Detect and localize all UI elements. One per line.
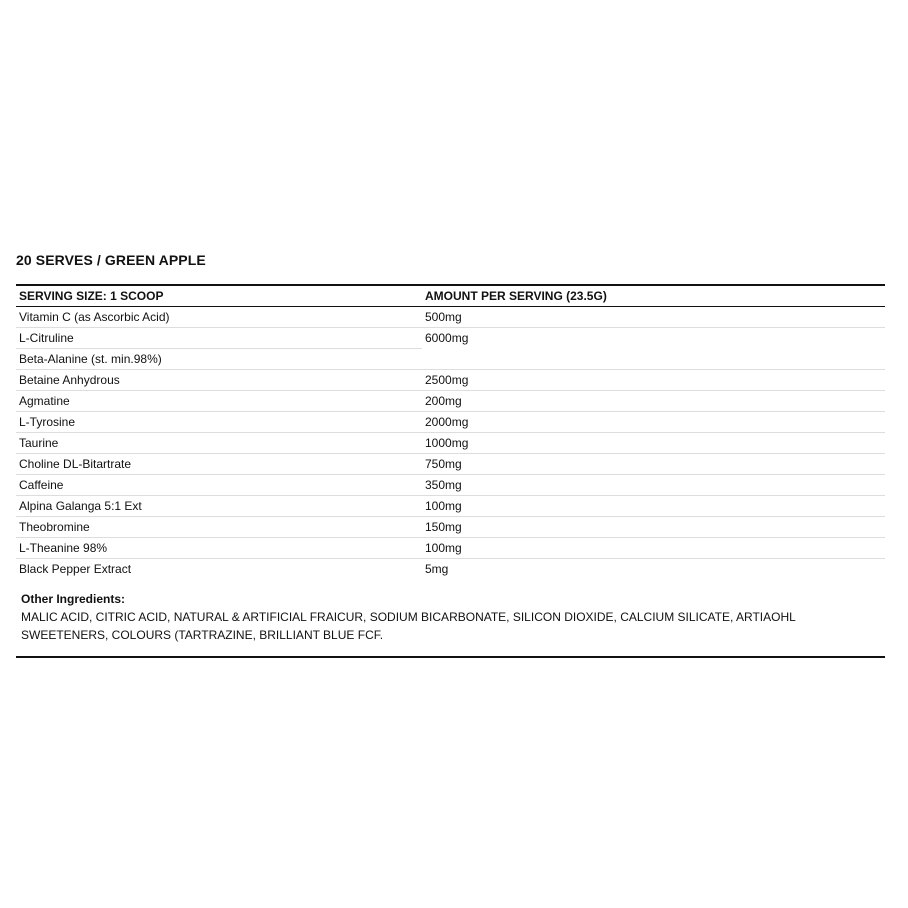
ingredient-amount: 2500mg <box>422 370 885 391</box>
amount-per-serving-header: AMOUNT PER SERVING (23.5G) <box>422 285 885 307</box>
table-row <box>16 307 885 328</box>
ingredient-name: Beta-Alanine (st. min.98%) <box>16 349 422 370</box>
ingredient-name: Alpina Galanga 5:1 Ext <box>16 496 422 517</box>
ingredient-name: Betaine Anhydrous <box>16 370 422 391</box>
ingredient-name: Theobromine <box>16 517 422 538</box>
ingredient-amount: 200mg <box>422 391 885 412</box>
table-row <box>16 538 885 559</box>
ingredient-amount: 150mg <box>422 517 885 538</box>
table-row <box>16 454 885 475</box>
ingredient-name: Choline DL-Bitartrate <box>16 454 422 475</box>
ingredient-amount: 2000mg <box>422 412 885 433</box>
ingredient-name: Taurine <box>16 433 422 454</box>
other-ingredients-text: MALIC ACID, CITRIC ACID, NATURAL & ARTIFICIAL FRAICUR, SODIUM BICARBONATE, SILICON DIOXIDE, CALCIUM SILICATE, ARTIAOHL SWEETENERS, COLOURS (TARTRAZINE, BRILLIANT BLUE FCF. <box>21 610 796 642</box>
ingredient-name: L-Citruline <box>16 328 422 349</box>
supplement-facts-table <box>16 284 885 579</box>
table-row <box>16 412 885 433</box>
table-row <box>16 328 885 349</box>
ingredient-amount: 750mg <box>422 454 885 475</box>
serving-size-header: SERVING SIZE: 1 SCOOP <box>16 285 422 307</box>
ingredient-amount: 100mg <box>422 496 885 517</box>
ingredient-amount: 500mg <box>422 307 885 328</box>
ingredient-name: Vitamin C (as Ascorbic Acid) <box>16 307 422 328</box>
table-row <box>16 433 885 454</box>
table-row <box>16 559 885 580</box>
other-ingredients-section <box>16 579 885 658</box>
ingredient-name: L-Theanine 98% <box>16 538 422 559</box>
other-ingredients-title: Other Ingredients: <box>21 592 126 606</box>
ingredient-amount: 350mg <box>422 475 885 496</box>
product-heading: 20 SERVES / GREEN APPLE <box>16 252 206 268</box>
table-row <box>16 517 885 538</box>
ingredient-amount: 1000mg <box>422 433 885 454</box>
table-row <box>16 391 885 412</box>
ingredient-amount: 100mg <box>422 538 885 559</box>
table-row <box>16 370 885 391</box>
supplement-facts-panel <box>16 251 885 658</box>
ingredient-amount: 6000mg <box>422 328 885 370</box>
table-row <box>16 475 885 496</box>
ingredient-name: Caffeine <box>16 475 422 496</box>
table-header-row <box>16 285 885 307</box>
ingredient-name: L-Tyrosine <box>16 412 422 433</box>
table-row <box>16 496 885 517</box>
ingredient-name: Agmatine <box>16 391 422 412</box>
ingredient-amount: 5mg <box>425 562 449 576</box>
ingredient-name: Black Pepper Extract <box>19 562 132 576</box>
